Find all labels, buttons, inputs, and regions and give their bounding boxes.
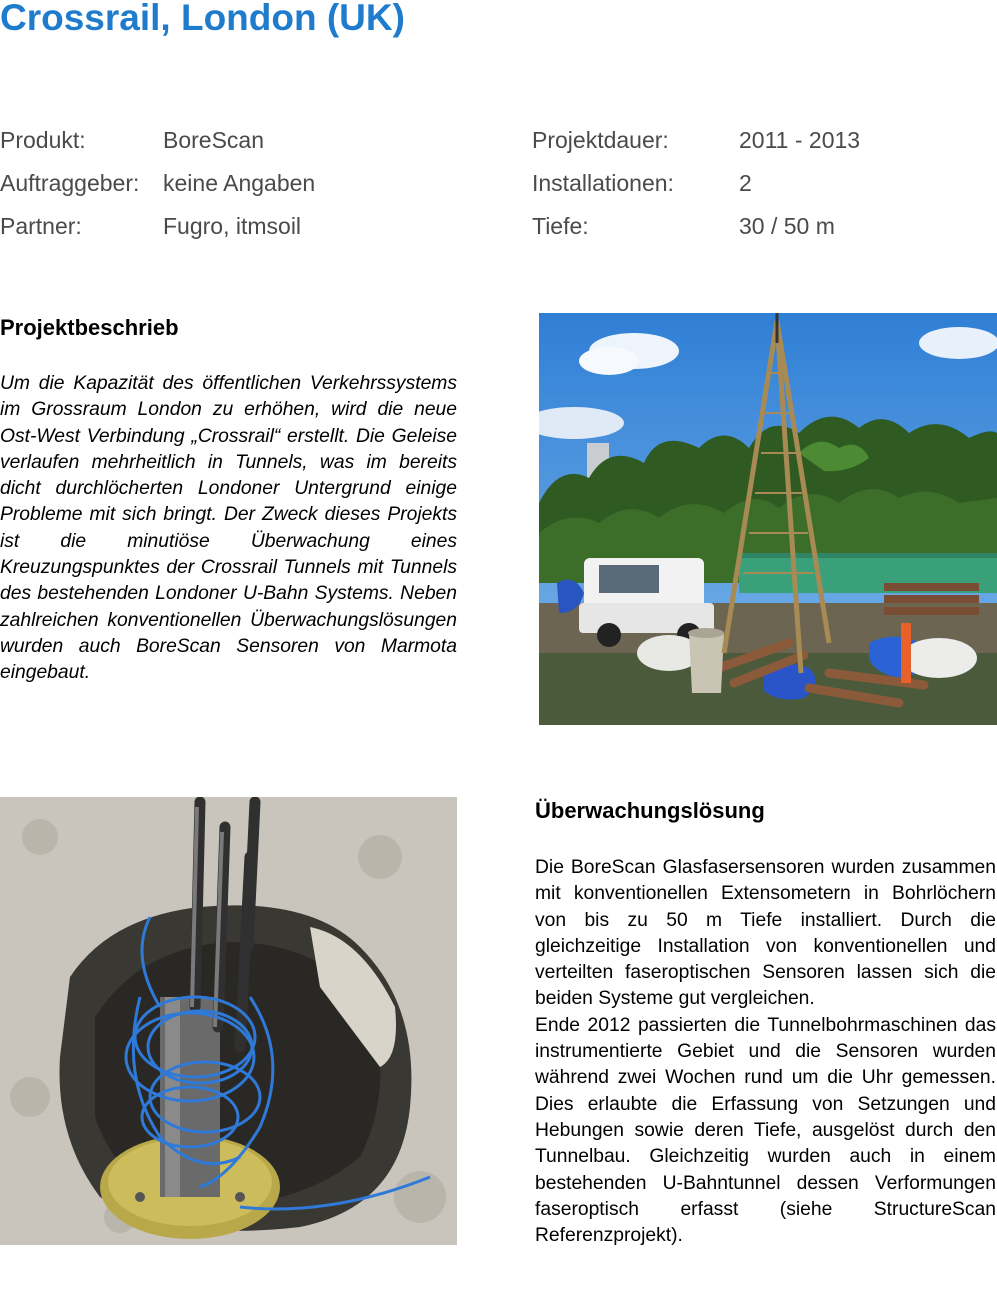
info-row-duration	[532, 119, 992, 162]
project-description-text: Um die Kapazität des öffentlichen Verkehrssystems im Grossraum London zu erhöhen, wird die neue Ost-West Verbindung „Crossrail“ erstellt. Die Geleise verlaufen mehrheitlich in Tunnels, was im bereits dicht durchlöcherten Londoner Untergrund einige Probleme mit sich bringt. Der Zweck dieses Projekts ist die minutiöse Überwachung eines Kreuzungspunktes der Crossrail Tunnels mit Tunnels des bestehenden Londoner U-Bahn Systems. Neben zahlreichen konventionellen Überwachungslösungen wurden auch BoreScan Sensoren von Marmota eingebaut.	[0, 373, 457, 684]
monitoring-solution-text	[535, 855, 996, 1249]
construction-site-photo	[539, 313, 997, 725]
info-row-depth	[532, 205, 992, 248]
info-value: keine Angaben	[163, 170, 316, 196]
info-label: Projektdauer:	[532, 127, 669, 153]
borehole-photo	[0, 797, 457, 1245]
borehole-image	[0, 797, 457, 1245]
info-row-installations	[532, 162, 992, 205]
info-label: Produkt:	[0, 127, 86, 153]
construction-site-image	[539, 313, 997, 725]
project-info-right	[532, 119, 992, 248]
info-value: 2011 - 2013	[739, 127, 861, 153]
info-value: 2	[739, 170, 752, 196]
info-row-client	[0, 162, 500, 205]
info-value: Fugro, itmsoil	[163, 213, 302, 239]
info-label: Installationen:	[532, 170, 674, 196]
info-label: Auftraggeber:	[0, 170, 140, 196]
project-description-heading: Projektbeschrieb	[0, 315, 179, 340]
info-row-partner	[0, 205, 500, 248]
solution-paragraph: Ende 2012 passierten die Tunnelbohrmaschinen das instrumentierte Gebiet und die Sensoren wurden während zwei Wochen rund um die Uhr gemessen. Dies erlaubte die Erfassung von Setzungen und Hebungen sowie deren Tiefe, ausgelöst durch den Tunnelbau. Gleichzeitig wurden auch in einem bestehenden U-Bahntunnel dessen Verformungen faseroptisch erfasst (siehe StructureScan Referenzprojekt).	[535, 1014, 996, 1247]
info-row-product	[0, 119, 500, 162]
info-value: BoreScan	[163, 127, 265, 153]
monitoring-solution-heading: Überwachungslösung	[535, 798, 765, 823]
info-label: Tiefe:	[532, 213, 589, 239]
project-info-left	[0, 119, 500, 248]
info-value: 30 / 50 m	[739, 213, 835, 239]
solution-paragraph: Die BoreScan Glasfasersensoren wurden zusammen mit konventionellen Extensometern in Bohrlöchern von bis zu 50 m Tiefe installiert. Durch die gleichzeitige Installation von konventionellen und verteilten faseroptischen Sensoren lassen sich die beiden Systeme gut vergleichen.	[535, 857, 996, 1010]
info-label: Partner:	[0, 213, 82, 239]
page-title: Crossrail, London (UK)	[0, 0, 405, 38]
